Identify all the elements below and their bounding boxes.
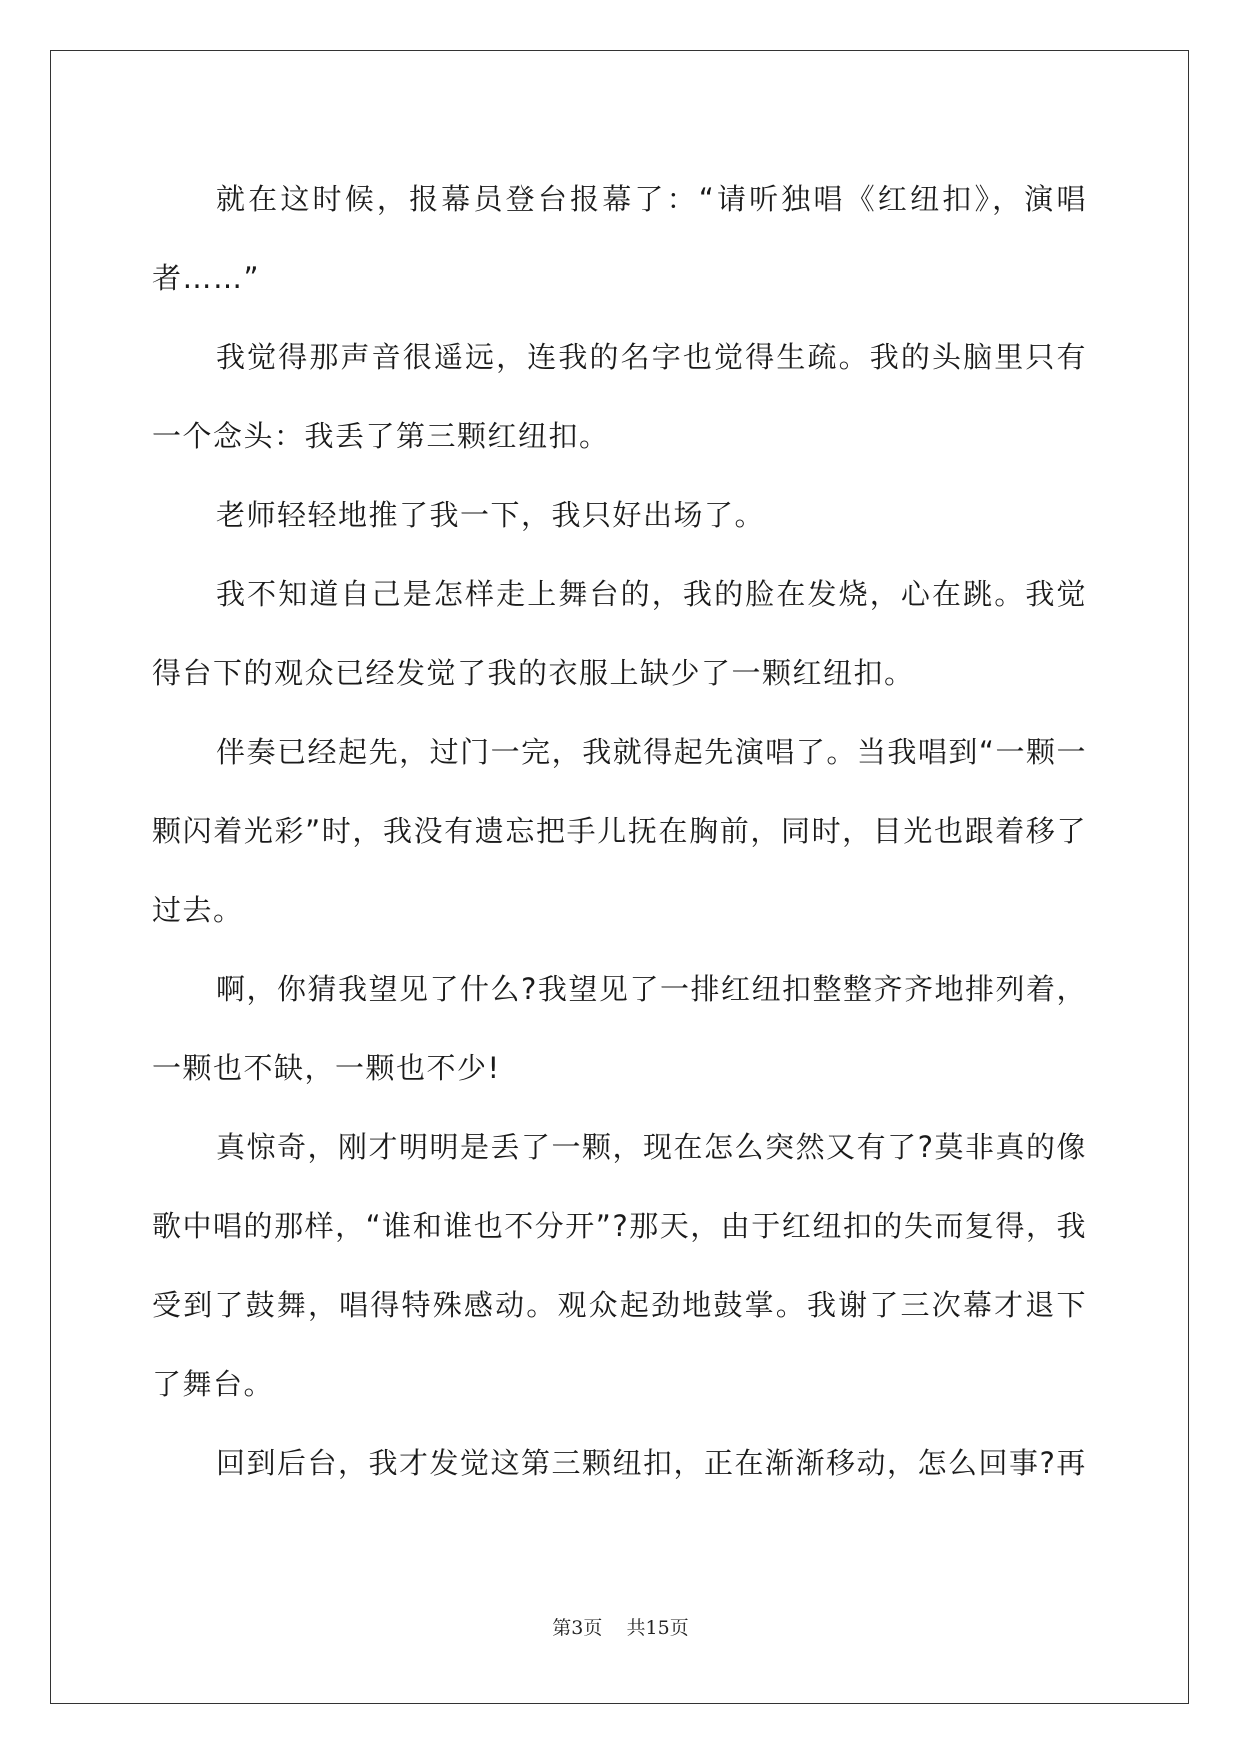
paragraph: 啊，你猜我望见了什么?我望见了一排红纽扣整整齐齐地排列着，一颗也不缺，一颗也不少!: [152, 972, 1087, 1085]
page-number: 第3页: [552, 1617, 603, 1639]
document-body: [152, 160, 1087, 1503]
paragraph: 老师轻轻地推了我一下，我只好出场了。: [216, 498, 766, 532]
page-footer: [0, 1613, 1241, 1640]
paragraph: 伴奏已经起先，过门一完，我就得起先演唱了。当我唱到“一颗一颗闪着光彩”时，我没有遗忘把手儿抚在胸前，同时，目光也跟着移了过去。: [152, 735, 1087, 927]
paragraph: 我不知道自己是怎样走上舞台的，我的脸在发烧，心在跳。我觉得台下的观众已经发觉了我的衣服上缺少了一颗红纽扣。: [152, 577, 1087, 690]
paragraph: 真惊奇，刚才明明是丢了一颗，现在怎么突然又有了?莫非真的像歌中唱的那样，“谁和谁也不分开”?那天，由于红纽扣的失而复得，我受到了鼓舞，唱得特殊感动。观众起劲地鼓掌。我谢了三次幕才退下了舞台。: [152, 1130, 1087, 1401]
page-total: 共15页: [626, 1617, 689, 1639]
paragraph: 就在这时候，报幕员登台报幕了：“请听独唱《红纽扣》，演唱者……”: [152, 182, 1087, 295]
paragraph: 我觉得那声音很遥远，连我的名字也觉得生疏。我的头脑里只有一个念头：我丢了第三颗红纽扣。: [152, 340, 1087, 453]
paragraph: 回到后台，我才发觉这第三颗纽扣，正在渐渐移动，怎么回事?再: [216, 1446, 1087, 1480]
